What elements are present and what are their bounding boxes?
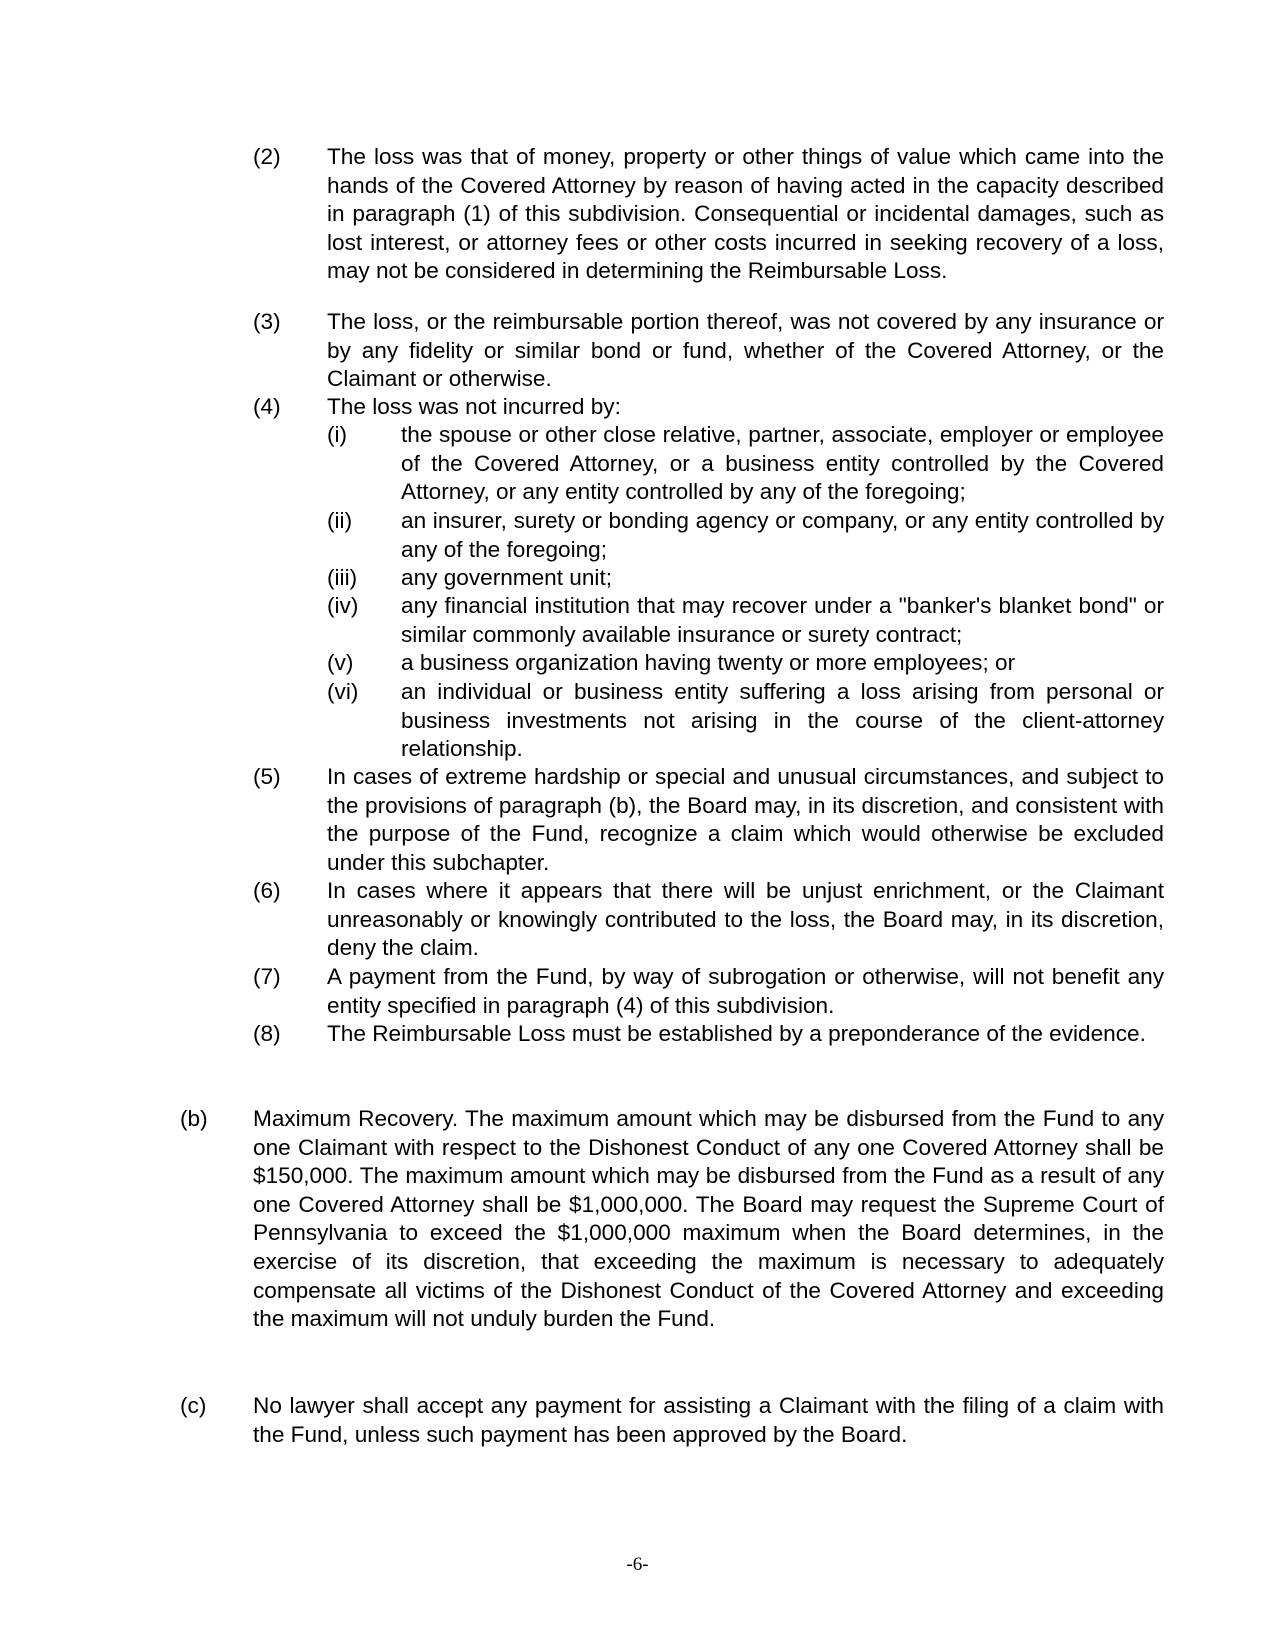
section-label: (c) [180, 1393, 207, 1418]
subparagraph-vi [327, 678, 1164, 764]
paragraph-5 [253, 763, 1164, 877]
subparagraph-label: (v) [327, 650, 354, 675]
paragraph-text: In cases of extreme hardship or special and unusual circumstances, and subject to the provisions of paragraph (b), the Board may, in its discretion, and consistent with the purpose of the Fund, recognize a claim which would otherwise be excluded under this subchapter. [327, 764, 1164, 875]
paragraph-label: (7) [253, 964, 281, 989]
section-text: No lawyer shall accept any payment for assisting a Claimant with the filing of a claim with the Fund, unless such payment has been approved by the Board. [253, 1393, 1164, 1447]
subparagraph-v [327, 649, 1164, 678]
paragraph-7 [253, 963, 1164, 1020]
section-text: Maximum Recovery. The maximum amount which may be disbursed from the Fund to any one Claimant with respect to the Dishonest Conduct of any one Covered Attorney shall be $150,000. The maximum amount which may be disbursed from the Fund as a result of any one Covered Attorney shall be $1,000,000. The Board may request the Supreme Court of Pennsylvania to exceed the $1,000,000 maximum when the Board determines, in the exercise of its discretion, that exceeding the maximum is necessary to adequately compensate all victims of the Dishonest Conduct of the Covered Attorney and exceeding the maximum will not unduly burden the Fund. [253, 1106, 1164, 1332]
paragraph-6 [253, 877, 1164, 963]
paragraph-label: (2) [253, 144, 281, 169]
subparagraph-text: an individual or business entity suffering a loss arising from personal or business investments not arising in the course of the client-attorney relationship. [401, 679, 1164, 762]
subparagraph-i [327, 421, 1164, 507]
paragraph-text: The loss was that of money, property or other things of value which came into the hands of the Covered Attorney by reason of having acted in the capacity described in paragraph (1) of this subdivision. Consequential or incidental damages, such as lost interest, or attorney fees or other costs incurred in seeking recovery of a loss, may not be considered in determining the Reimbursable Loss. [327, 144, 1164, 284]
paragraph-label: (8) [253, 1021, 281, 1046]
paragraph-2 [253, 143, 1164, 286]
section-label: (b) [180, 1106, 208, 1131]
subparagraph-text: any government unit; [401, 565, 613, 590]
paragraph-label: (6) [253, 878, 281, 903]
subparagraph-label: (i) [327, 422, 348, 447]
paragraph-label: (3) [253, 309, 281, 334]
subparagraph-label: (vi) [327, 679, 359, 704]
paragraph-text: A payment from the Fund, by way of subrogation or otherwise, will not benefit any entity specified in paragraph (4) of this subdivision. [327, 964, 1164, 1018]
subparagraph-text: the spouse or other close relative, partner, associate, employer or employee of the Covered Attorney, or a business entity controlled by the Covered Attorney, or any entity controlled by any of the foregoing; [401, 422, 1164, 505]
paragraph-label: (4) [253, 394, 281, 419]
paragraph-4 [253, 393, 1164, 422]
subparagraph-iv [327, 592, 1164, 649]
subparagraph-label: (iii) [327, 565, 358, 590]
subparagraph-text: an insurer, surety or bonding agency or company, or any entity controlled by any of the foregoing; [401, 508, 1164, 562]
subparagraph-iii [327, 564, 1164, 593]
paragraph-text: The loss was not incurred by: [327, 394, 621, 419]
paragraph-text: The loss, or the reimbursable portion thereof, was not covered by any insurance or by any fidelity or similar bond or fund, whether of the Covered Attorney, or the Claimant or otherwise. [327, 309, 1164, 392]
section-b-maximum-recovery [180, 1105, 1164, 1334]
subparagraph-label: (ii) [327, 508, 353, 533]
subparagraph-text: any financial institution that may recover under a "banker's blanket bond" or similar commonly available insurance or surety contract; [401, 593, 1164, 647]
paragraph-label: (5) [253, 764, 281, 789]
subparagraph-label: (iv) [327, 593, 359, 618]
page-number: -6- [626, 1554, 649, 1575]
paragraph-text: In cases where it appears that there will be unjust enrichment, or the Claimant unreasonably or knowingly contributed to the loss, the Board may, in its discretion, deny the claim. [327, 878, 1164, 961]
subparagraph-text: a business organization having twenty or more employees; or [401, 650, 1016, 675]
paragraph-text: The Reimbursable Loss must be established by a preponderance of the evidence. [327, 1021, 1146, 1046]
subparagraph-ii [327, 507, 1164, 564]
paragraph-8 [253, 1020, 1164, 1049]
section-c [180, 1392, 1164, 1449]
paragraph-3 [253, 308, 1164, 394]
